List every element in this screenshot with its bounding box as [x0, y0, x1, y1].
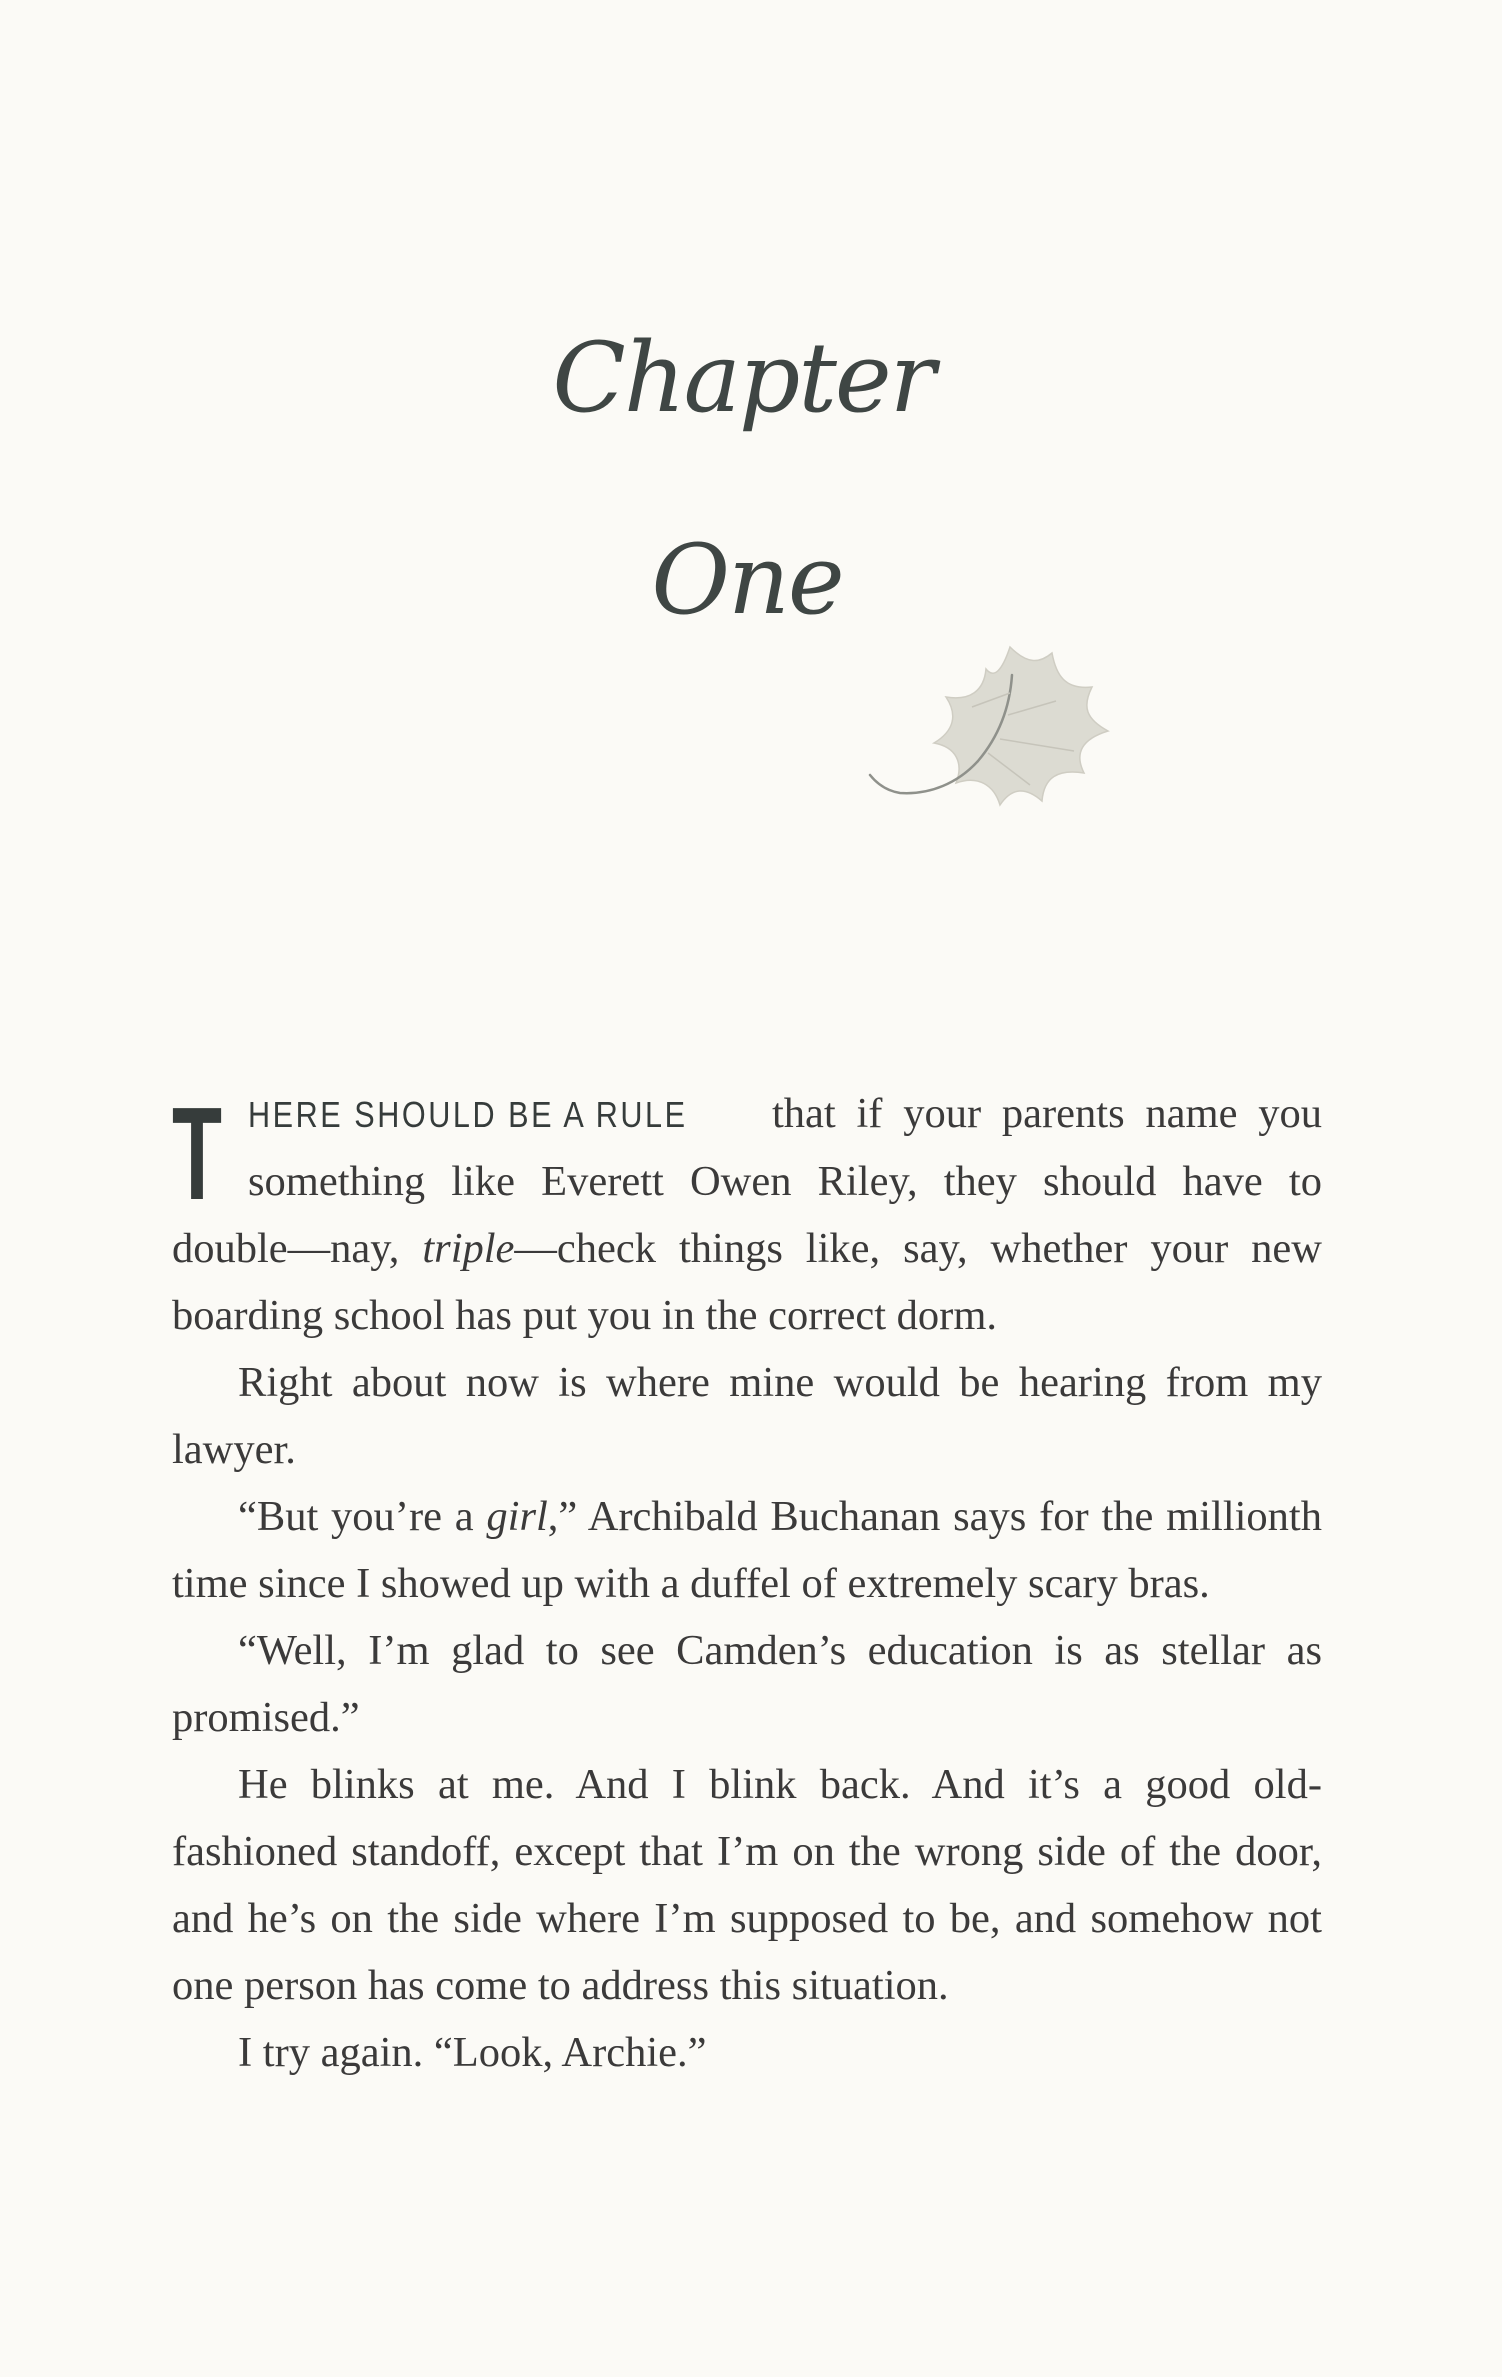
paragraph-4: “Well, I’m glad to see Camden’s education is as stellar as promised.” — [172, 1627, 1322, 1741]
paragraph-text: that if your parents name you something like Everett Owen Riley, they should have to double—nay, — [172, 1090, 1322, 1272]
chapter-word: Chapter — [552, 322, 934, 434]
paragraph-text: “But you’re a — [238, 1493, 487, 1540]
paragraph-2: Right about now is where mine would be hearing from my lawyer. — [172, 1359, 1322, 1473]
maple-leaf-icon — [860, 635, 1130, 835]
drop-cap: T — [172, 1080, 222, 1227]
lead-in-small-caps: HERE SHOULD BE A RULE — [248, 1094, 688, 1135]
paragraph-5: He blinks at me. And I blink back. And it’s a good old-fashioned standoff, except that I’m on the wrong side of the door, and he’s on the side where I’m supposed to be, and somehow not one person has come to address this situation. — [172, 1761, 1322, 2009]
paragraph-text: ,” Archibald Buchanan says for the millionth time since I showed up with a duffel of extremely scary bras. — [172, 1493, 1322, 1607]
italic-emphasis: girl — [486, 1493, 548, 1540]
paragraph-6: I try again. “Look, Archie.” — [238, 2029, 707, 2076]
chapter-number: One — [651, 524, 843, 636]
chapter-body — [172, 1080, 1322, 2086]
italic-emphasis: triple — [422, 1225, 515, 1272]
paragraph-1 — [172, 1080, 1322, 1349]
paragraph-3 — [172, 1483, 1322, 1617]
paragraph-text: —check things like, say, whether your new boarding school has put you in the correct dorm. — [172, 1225, 1322, 1339]
